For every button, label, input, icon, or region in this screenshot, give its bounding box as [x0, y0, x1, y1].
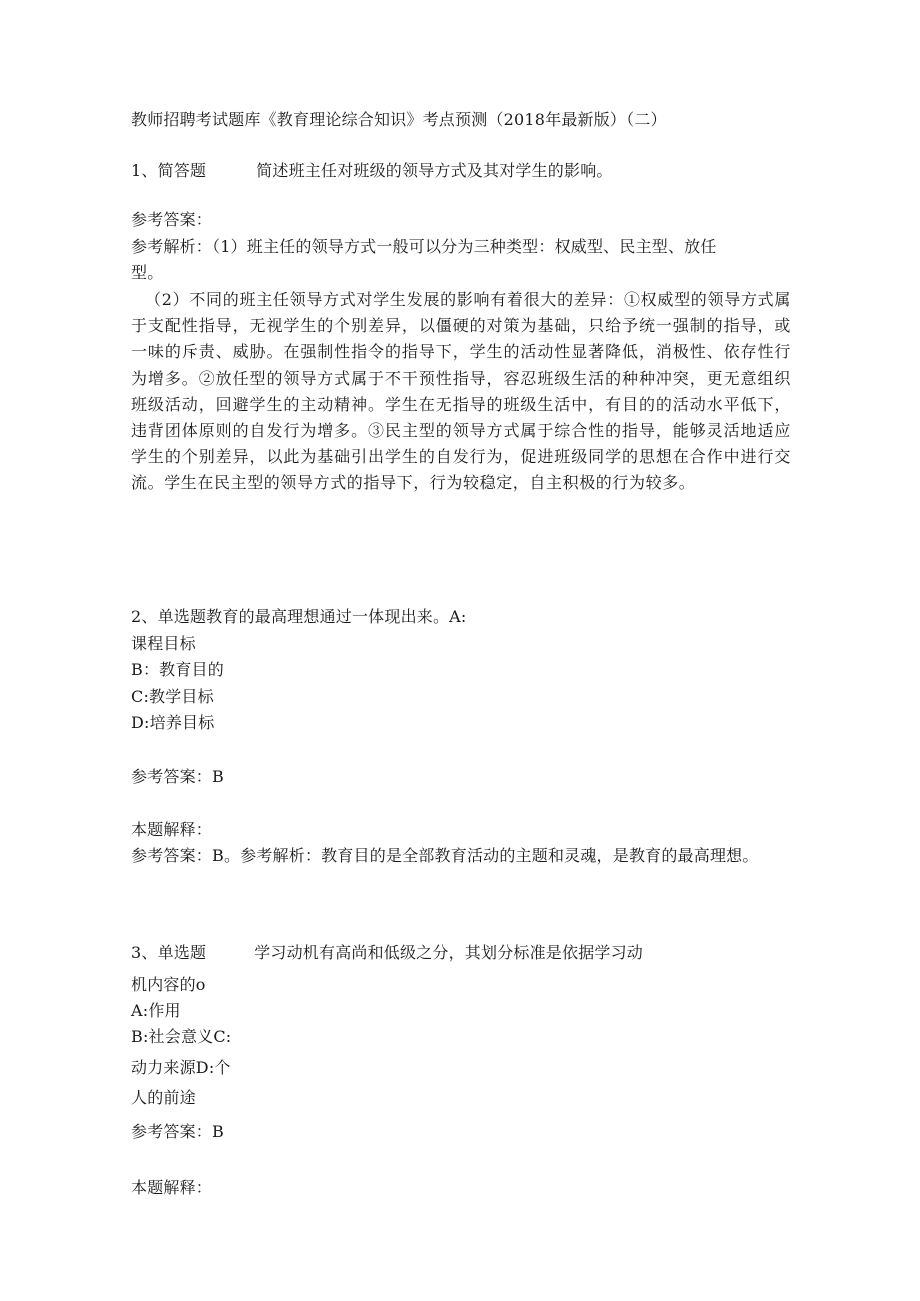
q1-heading — [131, 161, 613, 181]
q2-explain: 参考答案：B。参考解析：教育目的是全部教育活动的主题和灵魂，是教育的最高理想。 — [131, 846, 759, 865]
q2-option-d: D:培养目标 — [131, 713, 215, 732]
q2-option-a: 课程目标 — [131, 634, 196, 653]
q1-analysis-line1: 参考解析：（1）班主任的领导方式一般可以分为三种类型：权威型、民主型、放任 — [131, 237, 717, 256]
q1-analysis-paragraph: （2）不同的班主任领导方式对学生发展的影响有着很大的差异：①权威型的领导方式属于支配性指导，无视学生的个别差异，以僵硬的对策为基础，只给予统一强制的指导，或一味的斥责、威胁。在强制性指令的指导下，学生的活动性显著降低，消极性、依存性行为增多。②放任型的领导方式属于不干预性指导，容忍班级生活的种种冲突，更无意组织班级活动，回避学生的主动精神。学生在无指导的班级生活中，有目的的活动水平低下，违背团体原则的自发行为增多。③民主型的领导方式属于综合性的指导，能够灵活地适应学生的个别差异，以此为基础引出学生的自发行为，促进班级同学的思想在合作中进行交流。学生在民主型的领导方式的指导下，行为较稳定，自主积极的行为较多。 — [131, 290, 791, 493]
q1-label: 1、简答题 — [131, 161, 207, 180]
document-title: 教师招聘考试题库《教育理论综合知识》考点预测（2018年最新版）（二） — [131, 110, 667, 129]
q3-option-b-c: B:社会意义C: — [131, 1027, 232, 1046]
q3-option-c-d: 动力来源D:个 — [131, 1058, 231, 1077]
q2-option-c: C:教学目标 — [131, 687, 214, 706]
q1-question: 简述班主任对班级的领导方式及其对学生的影响。 — [256, 161, 613, 180]
q3-question: 学习动机有高尚和低级之分，其划分标准是依据学习动 — [254, 943, 643, 962]
q3-answer: 参考答案：B — [131, 1122, 224, 1141]
q3-option-d-cont: 人的前途 — [131, 1088, 196, 1107]
q2-option-b: B：教育目的 — [131, 660, 224, 679]
q3-label: 3、单选题 — [131, 943, 207, 962]
q2-explain-label: 本题解释： — [131, 820, 213, 839]
q3-question-cont: 机内容的o — [131, 975, 206, 994]
q3-explain-label: 本题解释： — [131, 1178, 213, 1197]
q2-question: 2、单选题教育的最高理想通过一体现出来。A: — [131, 607, 467, 626]
q3-option-a: A:作用 — [131, 1001, 181, 1020]
q2-answer: 参考答案：B — [131, 767, 224, 786]
q1-answer-label: 参考答案： — [131, 210, 213, 229]
q1-analysis-line2: 型。 — [131, 263, 164, 282]
q3-heading — [131, 943, 643, 963]
